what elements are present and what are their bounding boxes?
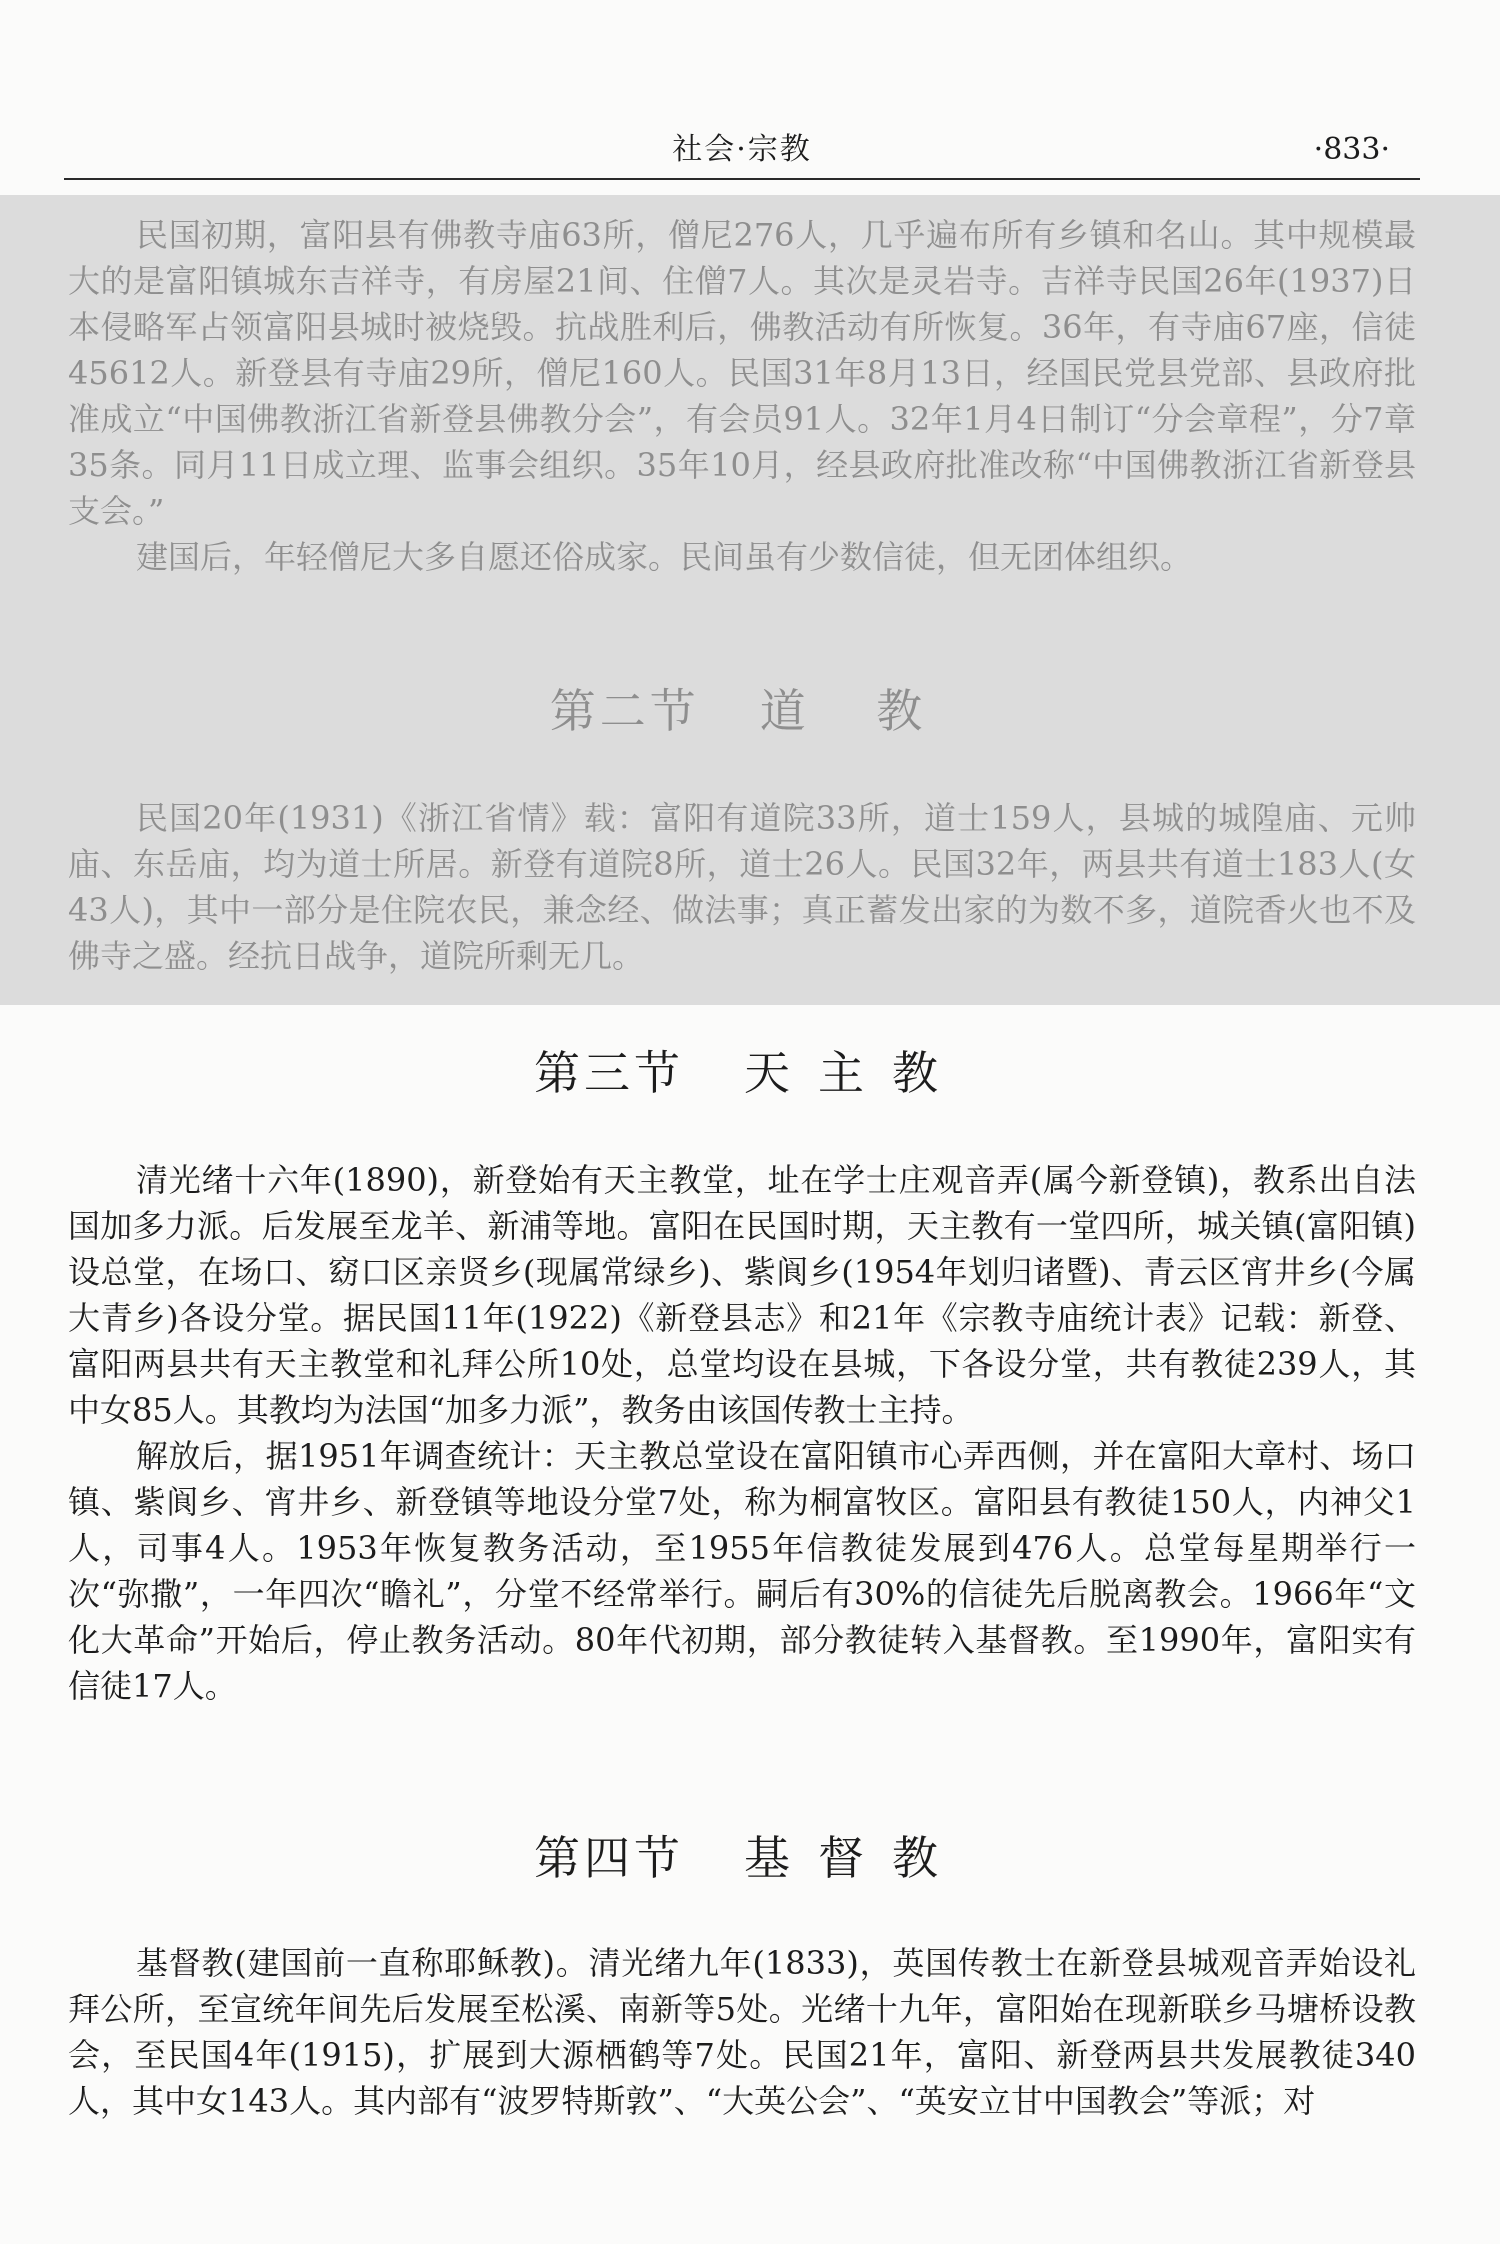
page-number: ·833· (1313, 132, 1390, 167)
section-title: 天主教 (744, 1046, 966, 1100)
paragraph: 基督教(建国前一直称耶稣教)。清光绪九年(1833)，英国传教士在新登县城观音弄始设礼拜公所，至宣统年间先后发展至松溪、南新等5处。光绪十九年，富阳始在现新联乡马塘桥设教会，至民国4年(1915)，扩展到大源栖鹤等7处。民国21年，富阳、新登两县共发展教徒340人，其中女143人。其内部有“波罗特斯敦”、“大英公会”、“英安立甘中国教会”等派；对 (68, 1944, 1416, 2120)
paragraph: 民国20年(1931)《浙江省情》载：富阳有道院33所，道士159人，县城的城隍庙、元帅庙、东岳庙，均为道士所居。新登有道院8所，道士26人。民国32年，两县共有道士183人(女43人)，其中一部分是住院农民，兼念经、做法事；真正蓄发出家的为数不多，道院香火也不及佛寺之盛。经抗日战争，道院所剩无几。 (68, 799, 1416, 975)
buddhism-section (68, 212, 1416, 580)
section-heading-catholicism (0, 1045, 1500, 1101)
section-heading-taoism (0, 683, 1500, 739)
paragraph: 清光绪十六年(1890)，新登始有天主教堂，址在学士庄观音弄(属今新登镇)，教系出自法国加多力派。后发展至龙羊、新浦等地。富阳在民国时期，天主教有一堂四所，城关镇(富阳镇)设总堂，在场口、窈口区亲贤乡(现属常绿乡)、紫阆乡(1954年划归诸暨)、青云区宵井乡(今属大青乡)各设分堂。据民国11年(1922)《新登县志》和21年《宗教寺庙统计表》记载：新登、富阳两县共有天主教堂和礼拜公所10处，总堂均设在县城，下各设分堂，共有教徒239人，其中女85人。其教均为法国“加多力派”，教务由该国传教士主持。 (68, 1161, 1416, 1429)
section-title: 基督教 (744, 1831, 966, 1885)
section-number: 第四节 (534, 1831, 684, 1885)
section-title: 道 教 (759, 684, 951, 738)
paragraph: 建国后，年轻僧尼大多自愿还俗成家。民间虽有少数信徒，但无团体组织。 (136, 538, 1193, 576)
christianity-section (68, 1940, 1416, 2124)
section-number: 第二节 (549, 684, 700, 738)
section-number: 第三节 (534, 1046, 684, 1100)
running-title: 社会·宗教 (672, 132, 812, 167)
paragraph: 解放后，据1951年调查统计：天主教总堂设在富阳镇市心弄西侧，并在富阳大章村、场口镇、紫阆乡、宵井乡、新登镇等地设分堂7处，称为桐富牧区。富阳县有教徒150人，内神父1人，司事4人。1953年恢复教务活动，至1955年信教徒发展到476人。总堂每星期举行一次“弥撒”，一年四次“瞻礼”，分堂不经常举行。嗣后有30%的信徒先后脱离教会。1966年“文化大革命”开始后，停止教务活动。80年代初期，部分教徒转入基督教。至1990年，富阳实有信徒17人。 (68, 1437, 1416, 1705)
page-header (64, 128, 1420, 180)
section-heading-christianity (0, 1830, 1500, 1886)
paragraph: 民国初期，富阳县有佛教寺庙63所，僧尼276人，几乎遍布所有乡镇和名山。其中规模最大的是富阳镇城东吉祥寺，有房屋21间、住僧7人。其次是灵岩寺。吉祥寺民国26年(1937)日本侵略军占领富阳县城时被烧毁。抗战胜利后，佛教活动有所恢复。36年，有寺庙67座，信徒45612人。新登县有寺庙29所，僧尼160人。民国31年8月13日，经国民党县党部、县政府批准成立“中国佛教浙江省新登县佛教分会”，有会员91人。32年1月4日制订“分会章程”，分7章35条。同月11日成立理、监事会组织。35年10月，经县政府批准改称“中国佛教浙江省新登县支会。” (68, 216, 1416, 530)
taoism-section (68, 795, 1416, 979)
catholicism-section (68, 1157, 1416, 1709)
